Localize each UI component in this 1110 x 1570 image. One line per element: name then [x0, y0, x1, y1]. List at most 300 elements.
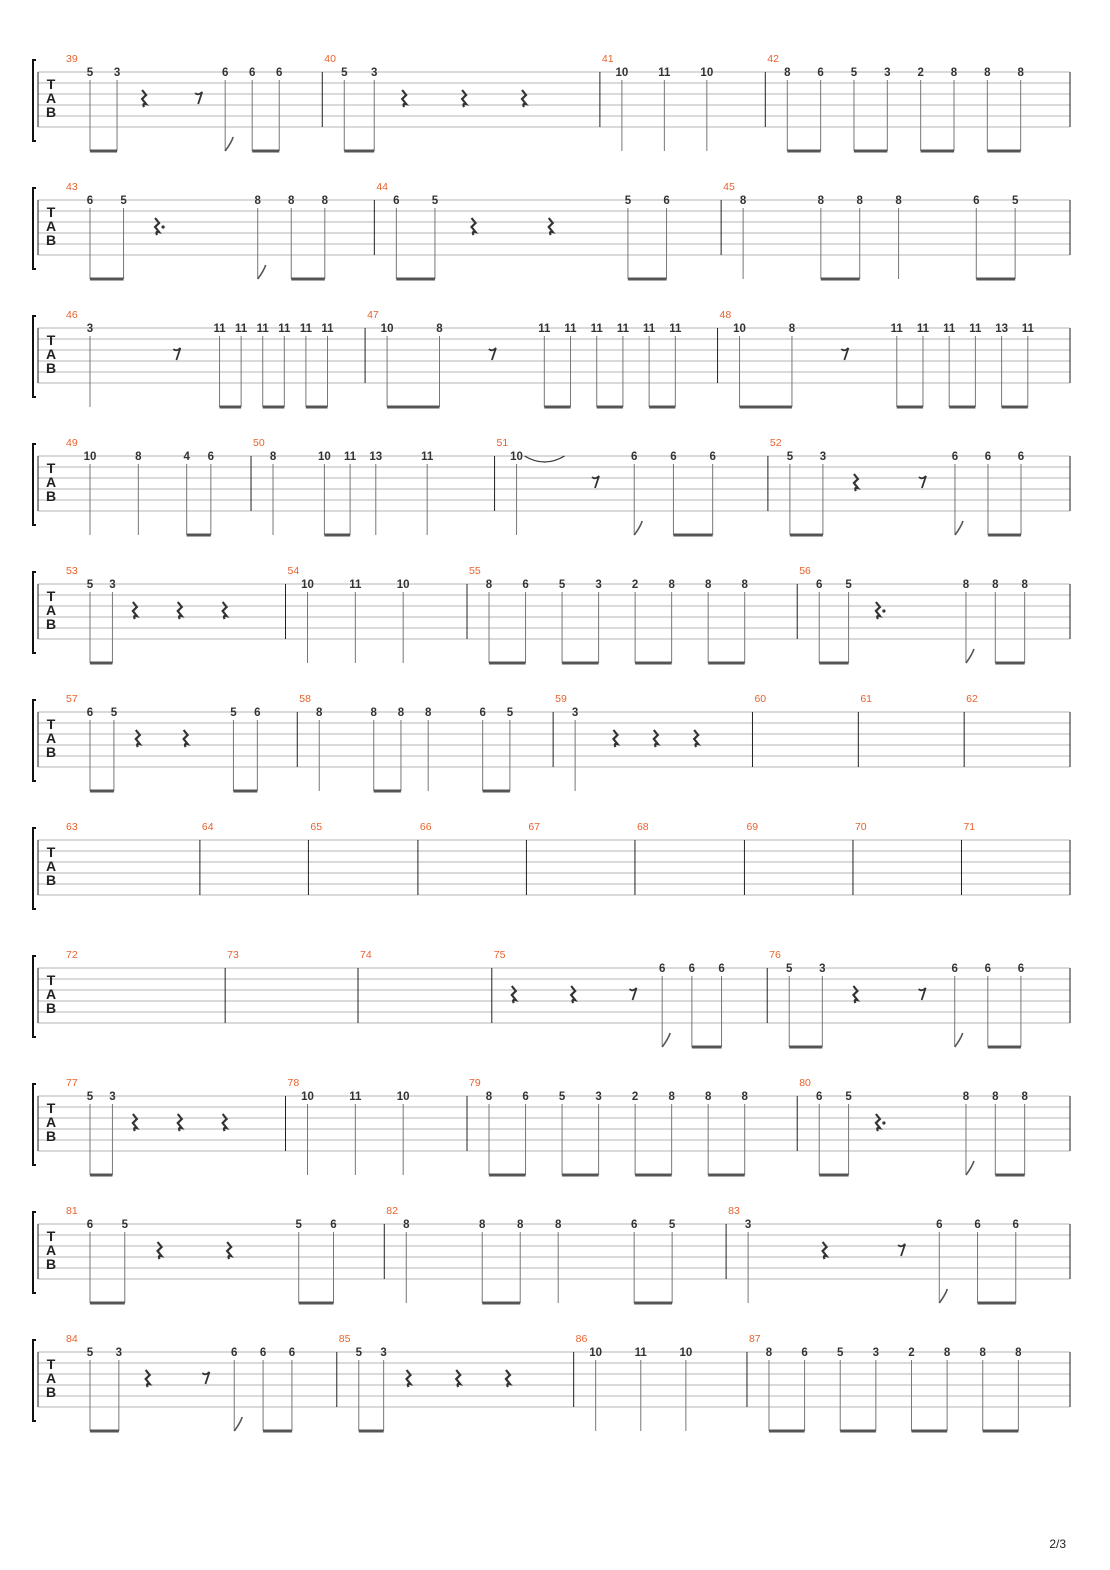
fret-number: 5 [558, 579, 566, 591]
fret-number: 10 [318, 451, 331, 463]
fret-number: 11 [890, 323, 903, 335]
fret-number: 3 [371, 67, 378, 79]
fret-number: 6 [479, 707, 486, 719]
tab-system [33, 437, 1070, 535]
fret-number: 5 [86, 579, 94, 591]
measure-number: 63 [66, 821, 78, 833]
measure-number: 43 [66, 181, 78, 193]
measure-number: 80 [799, 1077, 811, 1089]
fret-number: 5 [120, 195, 127, 207]
tab-clef-letter: A [45, 730, 57, 746]
measure-42 [767, 53, 1070, 151]
tab-clef-letter: A [45, 986, 57, 1002]
measure-number: 61 [860, 693, 873, 705]
fret-number: 5 [86, 1347, 94, 1359]
tab-clef-letter: B [45, 104, 57, 120]
fret-number: 8 [288, 195, 295, 207]
tab-clef-letter: T [46, 716, 56, 732]
measure-51 [497, 437, 768, 535]
eighth-rest-icon [919, 988, 926, 1000]
measure-number: 46 [66, 309, 78, 321]
fret-number: 3 [884, 67, 891, 79]
fret-number: 3 [819, 451, 827, 463]
tab-clef-letter: T [46, 588, 56, 604]
fret-number: 8 [943, 1347, 951, 1359]
tab-clef-letter: T [46, 1228, 56, 1244]
note-flag [662, 1033, 670, 1047]
fret-number: 6 [718, 963, 725, 975]
fret-number: 6 [816, 1091, 823, 1103]
measure-number: 60 [754, 693, 767, 705]
fret-number: 8 [668, 1091, 675, 1103]
fret-number: 3 [380, 1347, 387, 1359]
fret-number: 5 [355, 1347, 362, 1359]
fret-number: 5 [230, 707, 237, 719]
quarter-rest-icon [184, 730, 188, 747]
measure-87 [749, 1333, 1070, 1431]
system-bracket [33, 60, 36, 141]
fret-number: 8 [739, 195, 747, 207]
quarter-rest-icon [549, 218, 553, 235]
quarter-rest-icon [654, 730, 658, 747]
quarter-rest-icon [462, 90, 466, 107]
fret-number: 11 [256, 323, 269, 335]
page-number: 2/3 [1049, 1537, 1066, 1551]
fret-number: 6 [1012, 1219, 1019, 1231]
fret-number: 8 [1021, 579, 1028, 591]
fret-number: 6 [276, 67, 283, 79]
fret-number: 6 [974, 1219, 981, 1231]
measure-number: 66 [419, 821, 432, 833]
measure-80 [799, 1077, 1070, 1175]
fret-number: 8 [424, 707, 432, 719]
quarter-rest-icon [223, 602, 227, 619]
fret-number: 11 [538, 323, 551, 335]
fret-number: 8 [817, 195, 825, 207]
fret-number: 3 [109, 579, 116, 591]
tab-clef-letter: T [46, 1356, 56, 1372]
eighth-rest-icon [195, 92, 202, 104]
fret-number: 6 [330, 1219, 337, 1231]
measure-58 [299, 693, 553, 791]
measure-number: 85 [338, 1333, 351, 1345]
fret-number: 10 [589, 1347, 603, 1359]
measure-48 [720, 309, 1070, 407]
measure-43 [66, 181, 374, 279]
fret-number: 10 [301, 1091, 314, 1103]
dot-icon [161, 225, 164, 228]
measure-number: 73 [227, 949, 239, 961]
measure-number: 69 [746, 821, 759, 833]
fret-number: 5 [558, 1091, 566, 1103]
quarter-rest-icon [178, 1114, 182, 1131]
measure-number: 68 [636, 821, 649, 833]
fret-number: 11 [564, 323, 577, 335]
fret-number: 3 [86, 323, 94, 335]
tab-clef-letter: B [45, 360, 57, 376]
fret-number: 10 [83, 451, 97, 463]
fret-number: 8 [269, 451, 277, 463]
fret-number: 6 [984, 963, 992, 975]
fret-number: 6 [670, 451, 677, 463]
fret-number: 6 [709, 451, 716, 463]
quarter-rest-icon [522, 90, 526, 107]
fret-number: 5 [786, 451, 794, 463]
fret-number: 6 [207, 451, 215, 463]
note-flag [966, 1161, 974, 1175]
measure-number: 53 [66, 565, 78, 577]
quarter-rest-icon [142, 90, 146, 107]
fret-number: 2 [631, 579, 639, 591]
measure-49 [66, 437, 251, 535]
tab-clef-letter: A [45, 1242, 57, 1258]
measure-number: 54 [287, 565, 300, 577]
note-flag [955, 1033, 963, 1047]
tab-clef-letter: T [46, 76, 56, 92]
fret-number: 6 [951, 963, 958, 975]
fret-number: 8 [479, 1219, 486, 1231]
fret-number: 6 [973, 195, 980, 207]
eighth-rest-icon [898, 1244, 905, 1256]
fret-number: 3 [872, 1347, 880, 1359]
measure-39 [66, 53, 322, 151]
fret-number: 5 [506, 707, 514, 719]
measure-76 [769, 949, 1070, 1047]
tab-clef-letter: T [46, 1100, 56, 1116]
system-bracket [33, 700, 36, 781]
tab-clef-letter: A [45, 346, 57, 362]
measure-number: 62 [966, 693, 978, 705]
quarter-rest-icon [223, 1114, 227, 1131]
quarter-rest-icon [571, 986, 575, 1003]
tab-system [33, 693, 1070, 791]
tab-clef-letter: B [45, 1256, 57, 1272]
quarter-rest-icon [133, 602, 137, 619]
measure-number: 70 [854, 821, 867, 833]
fret-number: 10 [615, 67, 629, 79]
fret-number: 6 [259, 1347, 267, 1359]
fret-number: 8 [856, 195, 863, 207]
fret-number: 6 [86, 707, 94, 719]
quarter-rest-icon [155, 218, 159, 235]
fret-number: 6 [221, 67, 229, 79]
fret-number: 5 [668, 1219, 676, 1231]
fret-number: 8 [135, 451, 142, 463]
fret-number: 11 [916, 323, 930, 335]
note-flag [939, 1289, 947, 1303]
fret-number: 11 [349, 579, 362, 591]
fret-number: 11 [235, 323, 248, 335]
fret-number: 11 [299, 323, 312, 335]
fret-number: 8 [668, 579, 675, 591]
fret-number: 8 [254, 195, 261, 207]
fret-number: 6 [249, 67, 256, 79]
quarter-rest-icon [407, 1370, 411, 1387]
measure-number: 77 [66, 1077, 78, 1089]
fret-number: 6 [951, 451, 959, 463]
tab-system [33, 821, 1070, 909]
measure-number: 40 [324, 53, 336, 65]
fret-number: 5 [1011, 195, 1019, 207]
measure-number: 78 [287, 1077, 300, 1089]
fret-number: 6 [522, 579, 529, 591]
fret-number: 8 [765, 1347, 773, 1359]
note-flag [234, 1417, 242, 1431]
measure-46 [66, 309, 365, 407]
system-bracket [33, 956, 36, 1037]
tab-clef-letter: A [45, 1114, 57, 1130]
fret-number: 8 [485, 1091, 493, 1103]
fret-number: 6 [393, 195, 400, 207]
fret-number: 8 [979, 1347, 986, 1359]
tab-system [33, 53, 1070, 151]
tab-clef-letter: A [45, 90, 57, 106]
tab-system [33, 181, 1070, 279]
dot-icon [882, 1121, 885, 1124]
tab-clef-letter: B [45, 1384, 57, 1400]
measure-number: 50 [253, 437, 265, 449]
fret-number: 11 [590, 323, 603, 335]
tab-system [33, 1205, 1070, 1303]
fret-number: 3 [109, 1091, 116, 1103]
measure-number: 67 [528, 821, 541, 833]
fret-number: 3 [115, 1347, 123, 1359]
fret-number: 6 [630, 1219, 638, 1231]
measure-number: 52 [769, 437, 782, 449]
measure-number: 76 [769, 949, 781, 961]
tab-system [33, 1077, 1070, 1175]
measure-number: 59 [555, 693, 567, 705]
fret-number: 3 [595, 579, 602, 591]
measure-number: 71 [963, 821, 976, 833]
fret-number: 6 [658, 963, 666, 975]
measure-number: 75 [493, 949, 506, 961]
quarter-rest-icon [227, 1242, 231, 1259]
tab-clef-letter: B [45, 1128, 57, 1144]
measure-45 [723, 181, 1070, 279]
fret-number: 6 [663, 195, 670, 207]
fret-number: 8 [704, 1091, 712, 1103]
fret-number: 10 [510, 451, 523, 463]
measure-79 [469, 1077, 797, 1175]
tab-clef-letter: B [45, 488, 57, 504]
fret-number: 5 [850, 67, 858, 79]
measure-57 [66, 693, 297, 791]
measure-number: 58 [299, 693, 311, 705]
fret-number: 5 [341, 67, 348, 79]
fret-number: 8 [962, 1091, 970, 1103]
measure-number: 49 [66, 437, 78, 449]
fret-number: 5 [624, 195, 632, 207]
eighth-rest-icon [489, 348, 496, 360]
quarter-rest-icon [133, 1114, 137, 1131]
fret-number: 8 [741, 1091, 748, 1103]
fret-number: 8 [741, 579, 748, 591]
fret-number: 8 [992, 1091, 999, 1103]
tab-system [33, 1333, 1070, 1431]
fret-number: 8 [436, 323, 443, 335]
measure-number: 65 [310, 821, 323, 833]
fret-number: 13 [369, 451, 383, 463]
fret-number: 10 [679, 1347, 693, 1359]
tab-clef-letter: A [45, 218, 57, 234]
tab-clef-letter: T [46, 460, 56, 476]
fret-number: 10 [301, 579, 314, 591]
fret-number: 8 [554, 1219, 562, 1231]
measure-number: 81 [66, 1205, 78, 1217]
fret-number: 5 [86, 1091, 94, 1103]
fret-number: 3 [744, 1219, 752, 1231]
fret-number: 6 [631, 451, 638, 463]
quarter-rest-icon [613, 730, 617, 747]
fret-number: 6 [288, 1347, 296, 1359]
fret-number: 3 [113, 67, 121, 79]
tab-clef-letter: B [45, 872, 57, 888]
fret-number: 11 [969, 323, 982, 335]
fret-number: 3 [819, 963, 826, 975]
measure-84 [66, 1333, 337, 1431]
fret-number: 11 [658, 67, 671, 79]
fret-number: 5 [431, 195, 439, 207]
system-bracket [33, 1340, 36, 1421]
measure-number: 42 [767, 53, 779, 65]
measure-81 [66, 1205, 384, 1303]
quarter-rest-icon [694, 730, 698, 747]
fret-number: 8 [992, 579, 999, 591]
fret-number: 5 [110, 707, 118, 719]
fret-number: 11 [421, 451, 434, 463]
fret-number: 8 [517, 1219, 524, 1231]
fret-number: 8 [370, 707, 377, 719]
measure-85 [339, 1333, 574, 1431]
quarter-rest-icon [472, 218, 476, 235]
note-flag [955, 521, 963, 535]
fret-number: 3 [595, 1091, 602, 1103]
measure-86 [576, 1333, 747, 1431]
quarter-rest-icon [158, 1242, 162, 1259]
fret-number: 8 [397, 707, 405, 719]
measure-number: 84 [66, 1333, 78, 1345]
measure-53 [66, 565, 286, 663]
fret-number: 8 [403, 1219, 410, 1231]
eighth-rest-icon [173, 348, 180, 360]
fret-number: 10 [733, 323, 746, 335]
fret-number: 11 [321, 323, 334, 335]
fret-number: 11 [1021, 323, 1034, 335]
quarter-rest-icon [146, 1370, 150, 1387]
measure-number: 72 [66, 949, 78, 961]
fret-number: 6 [984, 451, 992, 463]
system-bracket [33, 572, 36, 653]
quarter-rest-icon [823, 1242, 827, 1259]
fret-number: 5 [121, 1219, 128, 1231]
fret-number: 8 [485, 579, 493, 591]
eighth-rest-icon [592, 476, 599, 488]
note-flag [966, 649, 974, 663]
system-bracket [33, 1212, 36, 1293]
quarter-rest-icon [853, 986, 857, 1003]
measure-77 [66, 1077, 286, 1175]
fret-number: 4 [183, 451, 190, 463]
measure-number: 64 [201, 821, 214, 833]
measure-40 [324, 53, 600, 151]
fret-number: 6 [522, 1091, 529, 1103]
dot-icon [882, 609, 885, 612]
measure-number: 57 [66, 693, 78, 705]
quarter-rest-icon [876, 602, 880, 619]
quarter-rest-icon [402, 90, 406, 107]
fret-number: 11 [344, 451, 357, 463]
fret-number: 5 [786, 963, 793, 975]
fret-number: 10 [396, 579, 410, 591]
measure-59 [555, 693, 752, 791]
tab-clef-letter: T [46, 844, 56, 860]
fret-number: 6 [254, 707, 261, 719]
fret-number: 8 [984, 67, 991, 79]
fret-number: 2 [908, 1347, 915, 1359]
fret-number: 11 [349, 1091, 362, 1103]
tab-clef-letter: B [45, 616, 57, 632]
measure-75 [494, 949, 767, 1047]
fret-number: 8 [895, 195, 902, 207]
measure-82 [386, 1205, 726, 1303]
fret-number: 5 [845, 579, 852, 591]
tab-clef-letter: T [46, 972, 56, 988]
system-bracket [33, 188, 36, 269]
fret-number: 6 [1017, 451, 1025, 463]
measure-47 [367, 309, 717, 407]
fret-number: 8 [950, 67, 958, 79]
measure-52 [770, 437, 1070, 535]
fret-number: 6 [86, 1219, 94, 1231]
fret-number: 2 [631, 1091, 639, 1103]
system-bracket [33, 444, 36, 525]
tie-arc [525, 456, 565, 462]
eighth-rest-icon [202, 1372, 209, 1384]
measure-number: 47 [367, 309, 379, 321]
fret-number: 5 [295, 1219, 302, 1231]
fret-number: 8 [704, 579, 712, 591]
fret-number: 8 [788, 323, 796, 335]
fret-number: 5 [837, 1347, 844, 1359]
measure-number: 39 [66, 53, 78, 65]
tab-clef-letter: A [45, 1370, 57, 1386]
fret-number: 8 [316, 707, 323, 719]
measure-number: 79 [469, 1077, 481, 1089]
measure-number: 82 [386, 1205, 398, 1217]
fret-number: 6 [231, 1347, 238, 1359]
measure-number: 83 [728, 1205, 740, 1217]
fret-number: 8 [962, 579, 970, 591]
fret-number: 8 [1017, 67, 1024, 79]
fret-number: 3 [571, 707, 579, 719]
measure-83 [728, 1205, 1070, 1303]
measure-41 [602, 53, 765, 151]
system-bracket [33, 1084, 36, 1165]
measure-44 [376, 181, 721, 279]
fret-number: 11 [213, 323, 226, 335]
fret-number: 8 [321, 195, 329, 207]
quarter-rest-icon [178, 602, 182, 619]
measure-50 [253, 437, 495, 535]
fret-number: 2 [917, 67, 924, 79]
measure-55 [469, 565, 797, 663]
measure-number: 56 [799, 565, 811, 577]
fret-number: 11 [643, 323, 656, 335]
tab-system [33, 949, 1070, 1047]
tab-system [33, 565, 1070, 663]
eighth-rest-icon [841, 348, 848, 360]
